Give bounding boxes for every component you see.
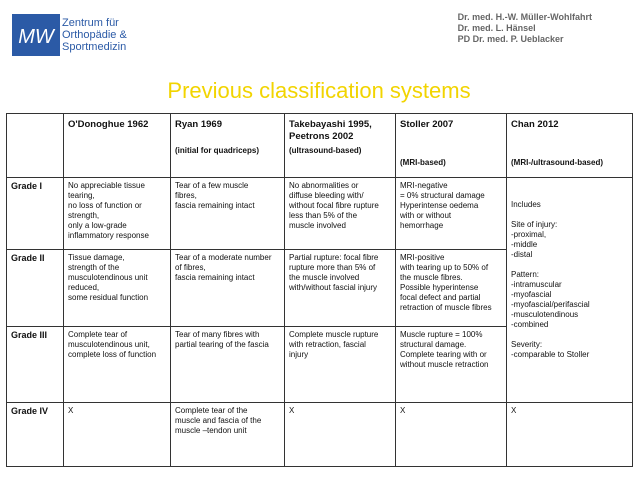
chan-merged-cell: Includes Site of injury: -proximal, -middle -distal Pattern: -intramuscular -myofascial -myofascial/perifascial -musculotendinous -combined Severity: -comparable to Stoller <box>507 178 633 403</box>
logo <box>12 14 132 56</box>
column-header <box>396 114 507 178</box>
table-header-row <box>7 114 633 178</box>
grade-label: Grade IV <box>7 403 64 467</box>
table-cell: MRI-positive with tearing up to 50% of the muscle fibres. Possible hyperintense focal defect and partial retraction of muscle fibres <box>396 250 507 327</box>
grade-label: Grade II <box>7 250 64 327</box>
column-header <box>285 114 396 178</box>
column-header-sub: (MRI-based) <box>400 158 446 167</box>
column-header <box>507 114 633 178</box>
grade-label: Grade I <box>7 178 64 250</box>
column-header-name: Takebayashi 1995, Peetrons 2002 <box>289 119 372 142</box>
corner-cell <box>7 114 64 178</box>
column-header-sub: (initial for quadriceps) <box>175 146 260 155</box>
table-cell: X <box>285 403 396 467</box>
table-cell: No appreciable tissue tearing, no loss of function or strength, only a low-grade inflammatory response <box>64 178 171 250</box>
table-cell: X <box>507 403 633 467</box>
column-header-name: Stoller 2007 <box>400 119 454 130</box>
column-header <box>171 114 285 178</box>
table-cell: Tear of a moderate number of fibres, fascia remaining intact <box>171 250 285 327</box>
table-cell: Tissue damage, strength of the musculotendinous unit reduced, some residual function <box>64 250 171 327</box>
column-header-name: Ryan 1969 <box>175 119 223 130</box>
table-cell: Partial rupture: focal fibre rupture more than 5% of the muscle involved with/without fascial injury <box>285 250 396 327</box>
mw-logo-icon <box>12 14 60 56</box>
doctors-list <box>458 12 592 45</box>
column-header-name: Chan 2012 <box>511 119 559 130</box>
classification-table <box>6 113 633 467</box>
table-row <box>7 178 633 250</box>
table-cell: Complete muscle rupture with retraction, fascial injury <box>285 327 396 403</box>
column-header-sub: (MRI-/ultrasound-based) <box>511 158 603 167</box>
table-cell: MRI-negative = 0% structural damage Hyperintense oedema with or without hemorrhage <box>396 178 507 250</box>
doctor-name: PD Dr. med. P. Ueblacker <box>457 34 564 44</box>
svg-text:MW: MW <box>18 26 54 48</box>
table-cell: Tear of a few muscle fibres, fascia remaining intact <box>171 178 285 250</box>
column-header-sub: (ultrasound-based) <box>289 146 362 155</box>
logo-text: Zentrum für Orthopädie & Sportmedizin <box>62 17 127 53</box>
table-cell: X <box>396 403 507 467</box>
doctor-name: Dr. med. H.-W. Müller-Wohlfahrt <box>457 12 592 22</box>
table-row <box>7 403 633 467</box>
table-cell: X <box>64 403 171 467</box>
grade-label: Grade III <box>7 327 64 403</box>
column-header <box>64 114 171 178</box>
table-cell: Muscle rupture = 100% structural damage. Complete tearing with or without muscle retraction <box>396 327 507 403</box>
table-cell: Complete tear of the muscle and fascia of the muscle –tendon unit <box>171 403 285 467</box>
table-cell: Complete tear of musculotendinous unit, complete loss of function <box>64 327 171 403</box>
doctor-name: Dr. med. L. Hänsel <box>457 23 536 33</box>
table-cell: No abnormalities or diffuse bleeding with/ without focal fibre rupture less than 5% of the muscle involved <box>285 178 396 250</box>
page-title: Previous classification systems <box>167 78 471 103</box>
table-cell: Tear of many fibres with partial tearing of the fascia <box>171 327 285 403</box>
column-header-name: O'Donoghue 1962 <box>68 119 149 130</box>
